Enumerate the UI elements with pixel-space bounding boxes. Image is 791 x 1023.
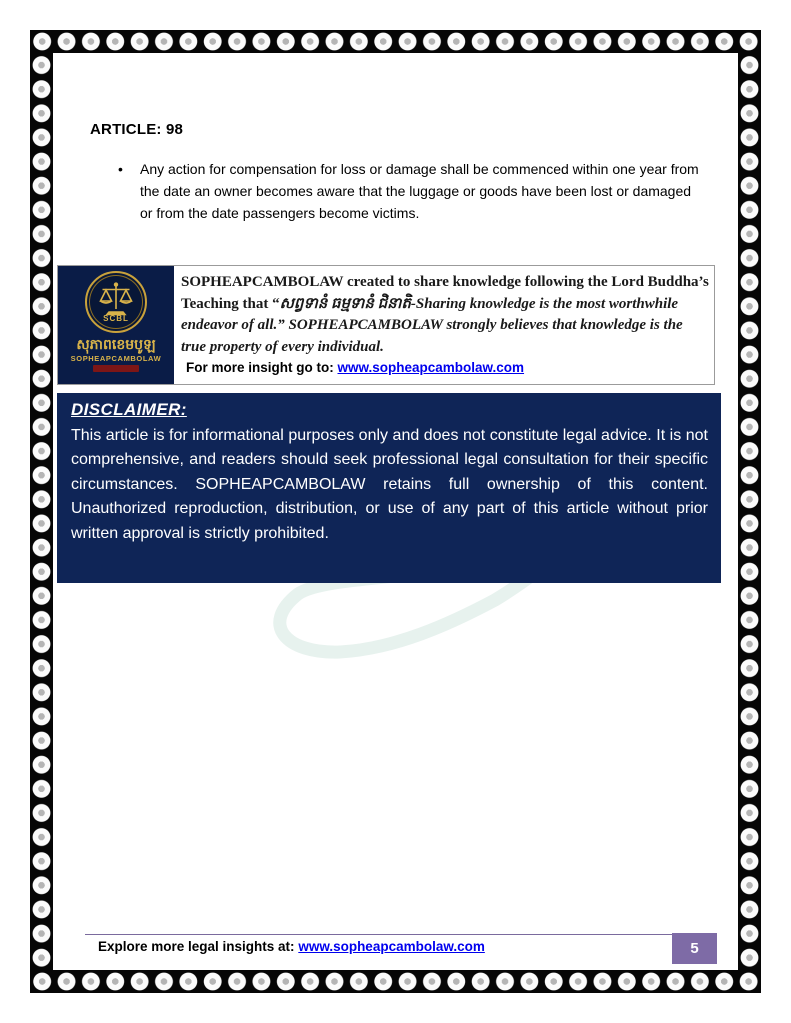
logo-scbl-label: SCBL [103,313,129,323]
insight-link[interactable]: www.sopheapcambolaw.com [337,360,525,375]
promo-statement [181,272,709,358]
disclaimer-body: This article is for informational purposes only and does not constitute legal advice. It is not comprehensive, and readers should seek professional legal consultation for their specific circumstances. SOPHEAPCAMBOLAW retains full ownership of this content. Unauthorized reproduction, distribution, or use of any part of this article without prior written approval is strictly prohibited. [71,427,708,542]
logo-khmer-name: សុភាពខេមបូឡ [76,336,156,352]
logo-ribbon [93,365,139,372]
flower-border-right [738,53,761,970]
scales-of-justice-icon [96,282,136,316]
footer-rule [85,934,673,935]
footer-text [98,939,485,954]
scbl-logo [58,266,174,384]
promo-statement-lead: SOPHEAPCAMBOLAW created to share knowledge following the Lord Buddha’s Teaching that “ [181,274,709,312]
flower-border-top [30,30,761,53]
disclaimer-heading: DISCLAIMER: [71,400,187,419]
promo-statement-khmer: សព្វទានំ ធម្មទានំ ជិនាតិ [279,295,411,312]
scales-emblem [85,271,147,333]
logo-latin-name: SOPHEAPCAMBOLAW [70,354,162,363]
flower-border-bottom [30,970,761,993]
insight-line [186,360,524,375]
page-number-badge: 5 [672,933,717,964]
promo-box [57,265,715,385]
footer-link[interactable]: www.sopheapcambolaw.com [298,939,485,954]
disclaimer-box [57,393,721,583]
article-bullet-item [118,158,703,224]
promo-statement-italic: -Sharing knowledge is the most worthwhile endeavor of all.” SOPHEAPCAMBOLAW strongly believes that knowledge is the true property of every individual. [181,295,683,355]
footer-label: Explore more legal insights at: [98,939,299,954]
bullet-marker: • [118,161,123,177]
flower-border-left [30,53,53,970]
insight-label: For more insight go to: [186,360,338,375]
article-bullet-text: Any action for compensation for loss or damage shall be commenced within one year from the date an owner becomes aware that the luggage or goods have been lost or damaged or from the date passengers become victims. [140,161,699,221]
article-heading: ARTICLE: 98 [90,121,184,138]
